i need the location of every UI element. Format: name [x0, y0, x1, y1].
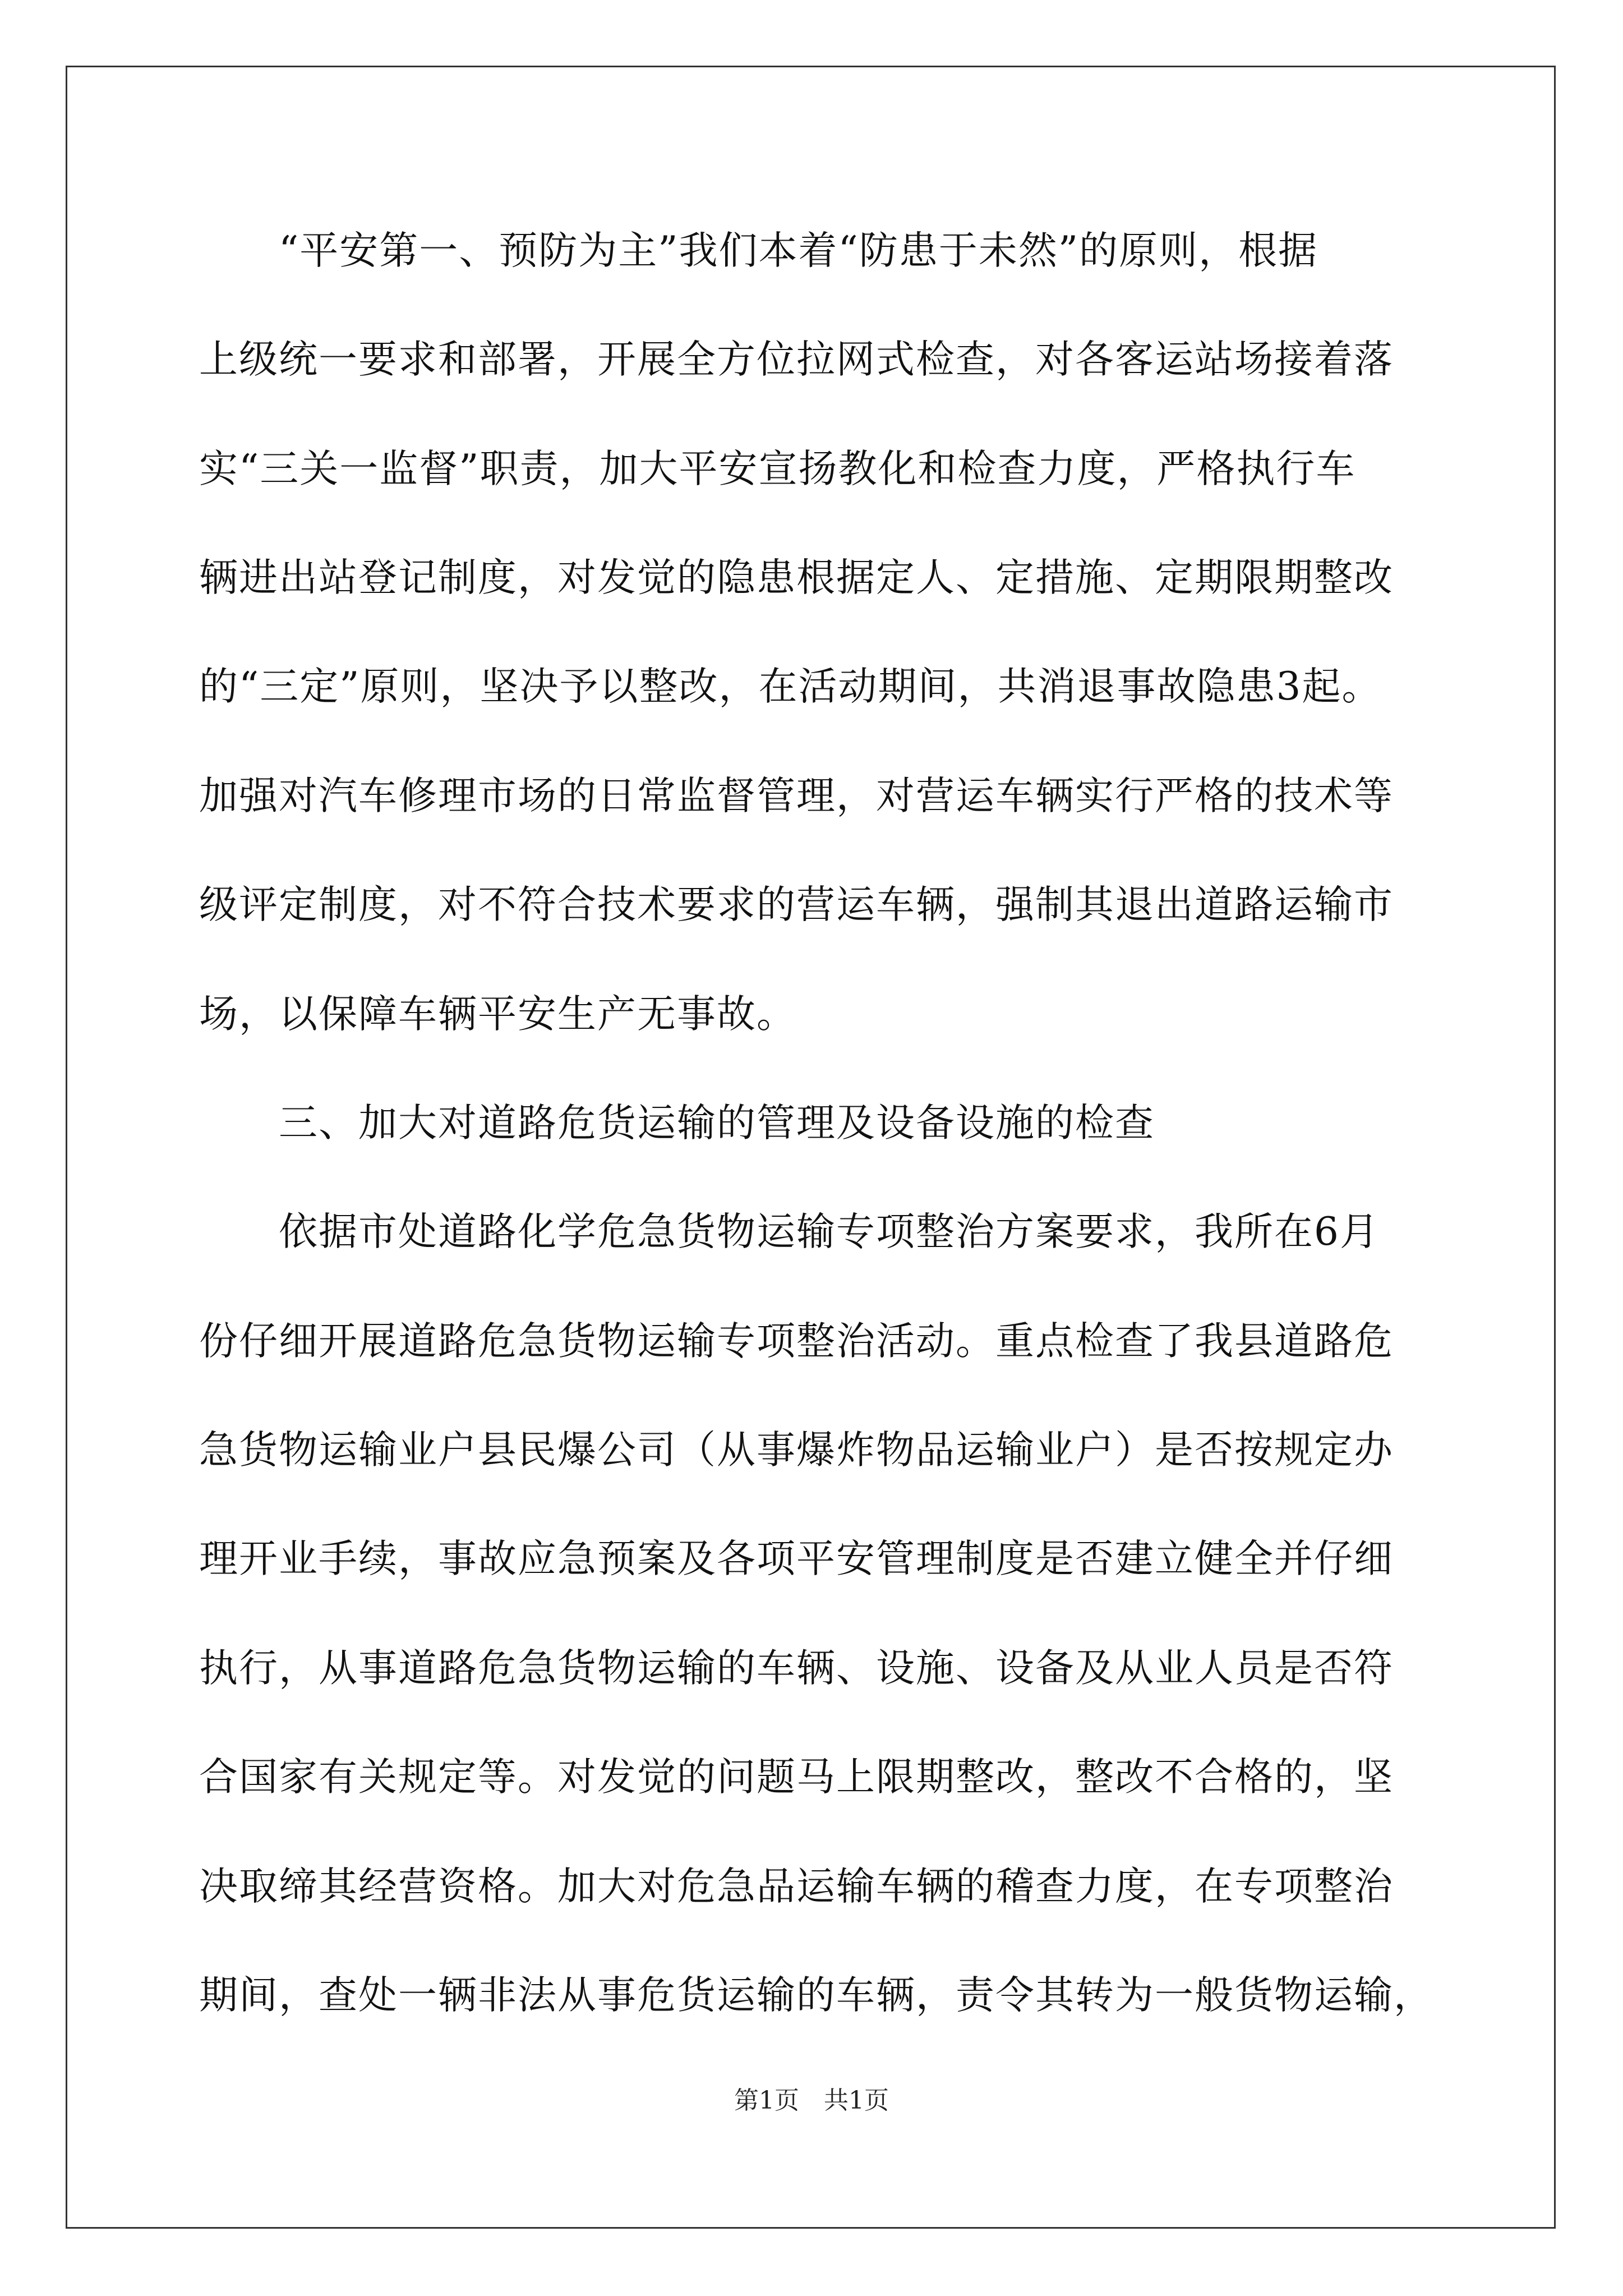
body-text-line: 执行，从事道路危急货物运输的车辆、设施、设备及从业人员是否符 — [199, 1646, 1394, 1691]
body-text-line: 决取缔其经营资格。加大对危急品运输车辆的稽查力度，在专项整治 — [199, 1864, 1394, 1909]
body-text-line: 理开业手续，事故应急预案及各项平安管理制度是否建立健全并仔细 — [199, 1536, 1394, 1581]
body-text-line: 合国家有关规定等。对发觉的问题马上限期整改，整改不合格的，坚 — [199, 1755, 1394, 1800]
body-text-line: 份仔细开展道路危急货物运输专项整治活动。重点检查了我县道路危 — [199, 1319, 1394, 1364]
body-text-line: 实“三关一监督”职责，加大平安宣扬教化和检查力度，严格执行车 — [199, 447, 1356, 491]
body-text-line: 的“三定”原则，坚决予以整改，在活动期间，共消退事故隐患3起。 — [199, 664, 1382, 709]
body-text-line: 上级统一要求和部署，开展全方位拉网式检查，对各客运站场接着落 — [199, 337, 1394, 382]
body-text-line: 急货物运输业户县民爆公司（从事爆炸物品运输业户）是否按规定办 — [199, 1428, 1394, 1473]
body-text-line: 级评定制度，对不符合技术要求的营运车辆，强制其退出道路运输市 — [199, 882, 1394, 927]
section-heading: 三、加大对道路危货运输的管理及设备设施的检查 — [199, 1101, 1155, 1145]
page-number-footer: 第1页 共1页 — [734, 2086, 889, 2115]
body-text-line: 场，以保障车辆平安生产无事故。 — [199, 992, 796, 1037]
body-text-line: 依据市处道路化学危急货物运输专项整治方案要求，我所在6月 — [199, 1209, 1380, 1254]
body-text-line: “平安第一、预防为主”我们本着“防患于未然”的原则，根据 — [199, 228, 1318, 273]
body-text-line: 期间，查处一辆非法从事危货运输的车辆，责令其转为一般货物运输， — [199, 1973, 1433, 2018]
body-text-line: 加强对汽车修理市场的日常监督管理，对营运车辆实行严格的技术等 — [199, 774, 1394, 818]
body-text-line: 辆进出站登记制度，对发觉的隐患根据定人、定措施、定期限期整改 — [199, 555, 1394, 600]
